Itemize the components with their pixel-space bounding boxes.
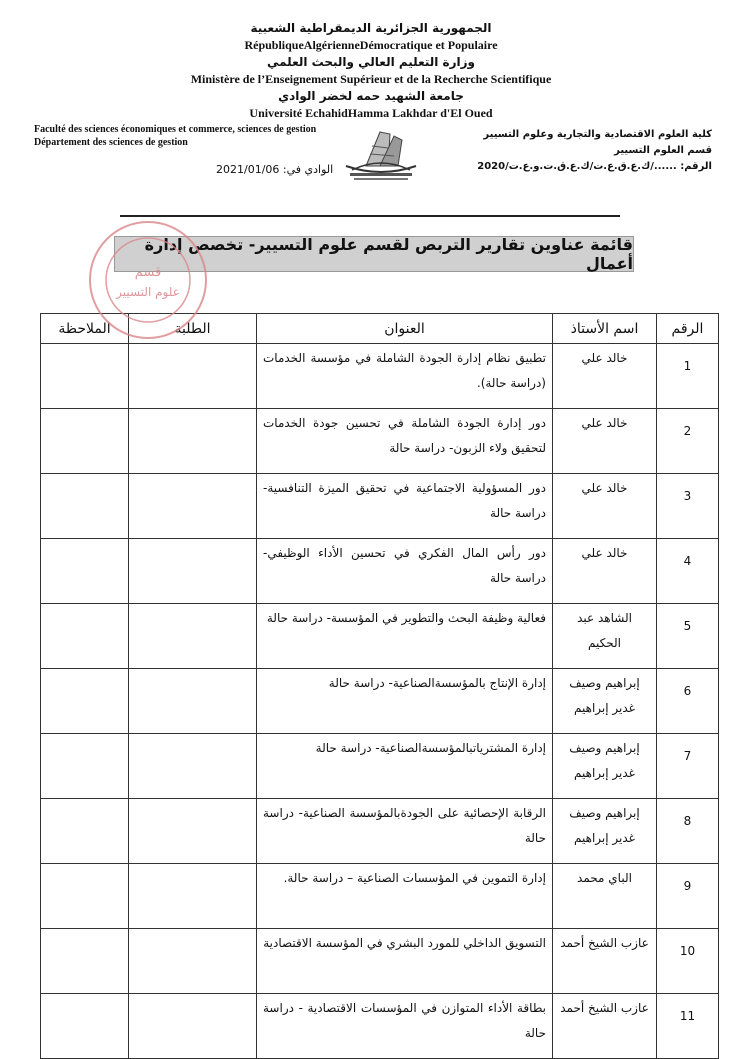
row-number: 5: [657, 604, 719, 669]
row-number: 10: [657, 929, 719, 994]
row-students: [129, 799, 257, 864]
header-notes: الملاحظة: [41, 314, 129, 344]
row-students: [129, 994, 257, 1059]
header-divider: [120, 215, 620, 217]
faculty-fr: Faculté des sciences économiques et commerce, sciences de gestion: [34, 124, 317, 135]
row-notes: [41, 669, 129, 734]
row-professor: إبراهيم وصيف غدير إبراهيم: [553, 669, 657, 734]
department-fr: Département des sciences de gestion: [34, 137, 188, 148]
row-title: إدارة التموين في المؤسسات الصناعية – دراسة حالة.: [257, 864, 553, 929]
document-date: الوادي في: 2021/01/06: [216, 163, 334, 176]
row-professor: خالد علي: [553, 539, 657, 604]
row-professor: خالد علي: [553, 474, 657, 539]
row-professor: عازب الشيخ أحمد: [553, 929, 657, 994]
row-students: [129, 474, 257, 539]
reports-table: [40, 313, 719, 1059]
row-title: الرقابة الإحصائية على الجودةبالمؤسسة الصناعية- دراسة حالة: [257, 799, 553, 864]
header-professor: اسم الأستاذ: [553, 314, 657, 344]
row-title: دور رأس المال الفكري في تحسين الأداء الوظيفي- دراسة حالة: [257, 539, 553, 604]
header-title: العنوان: [257, 314, 553, 344]
table-row: [41, 864, 719, 929]
row-number: 6: [657, 669, 719, 734]
reference-number: الرقم: ....../ك.ع.ق.ع.ت/ك.ع.ق.ت.و.ع.ت/2020: [477, 161, 712, 172]
row-students: [129, 344, 257, 409]
row-title: تطبيق نظام إدارة الجودة الشاملة في مؤسسة الخدمات (دراسة حالة).: [257, 344, 553, 409]
table-row: [41, 409, 719, 474]
table-row: [41, 669, 719, 734]
letterhead: [0, 20, 742, 122]
row-professor: إبراهيم وصيف غدير إبراهيم: [553, 734, 657, 799]
table-row: [41, 539, 719, 604]
faculty-ar: كلية العلوم الاقتصادية والتجارية وعلوم التسيير: [483, 129, 712, 140]
university-logo-icon: [336, 126, 426, 182]
republic-ar: الجمهورية الجزائرية الديمقراطية الشعبية: [250, 21, 492, 35]
row-title: إدارة المشترياتبالمؤسسةالصناعية- دراسة حالة: [257, 734, 553, 799]
republic-fr: RépubliqueAlgérienneDémocratique et Populaire: [244, 38, 498, 52]
faculty-block-ar: [477, 127, 712, 175]
row-professor: الباي محمد: [553, 864, 657, 929]
table-row: [41, 799, 719, 864]
table-row: [41, 604, 719, 669]
title-banner: [114, 236, 634, 272]
row-notes: [41, 409, 129, 474]
stamp-line-2: علوم التسيير: [116, 285, 180, 299]
row-students: [129, 539, 257, 604]
row-number: 1: [657, 344, 719, 409]
row-title: بطاقة الأداء المتوازن في المؤسسات الاقتصادية - دراسة حالة: [257, 994, 553, 1059]
row-students: [129, 604, 257, 669]
university-fr: Université EchahidHamma Lakhdar d'El Oued: [249, 106, 493, 120]
table-header-row: [41, 314, 719, 344]
table-row: [41, 929, 719, 994]
row-number: 3: [657, 474, 719, 539]
row-students: [129, 864, 257, 929]
header-students: الطلبة: [129, 314, 257, 344]
department-ar: قسم العلوم التسيير: [614, 145, 712, 156]
row-students: [129, 734, 257, 799]
header-number: الرقم: [657, 314, 719, 344]
row-professor: خالد علي: [553, 344, 657, 409]
ministry-fr: Ministère de l’Enseignement Supérieur et de la Recherche Scientifique: [190, 72, 552, 86]
row-students: [129, 929, 257, 994]
row-notes: [41, 994, 129, 1059]
table-row: [41, 474, 719, 539]
row-notes: [41, 344, 129, 409]
row-notes: [41, 864, 129, 929]
row-title: دور المسؤولية الاجتماعية في تحقيق الميزة التنافسية- دراسة حالة: [257, 474, 553, 539]
row-notes: [41, 799, 129, 864]
row-number: 4: [657, 539, 719, 604]
row-professor: عازب الشيخ أحمد: [553, 994, 657, 1059]
table-row: [41, 994, 719, 1059]
row-students: [129, 409, 257, 474]
row-title: فعالية وظيفة البحث والتطوير في المؤسسة- دراسة حالة: [257, 604, 553, 669]
row-number: 8: [657, 799, 719, 864]
row-notes: [41, 929, 129, 994]
row-professor: الشاهد عبد الحكيم: [553, 604, 657, 669]
row-title: دور إدارة الجودة الشاملة في تحسين جودة الخدمات لتحقيق ولاء الزبون- دراسة حالة: [257, 409, 553, 474]
faculty-block-fr: [34, 123, 316, 149]
table-row: [41, 734, 719, 799]
row-professor: خالد علي: [553, 409, 657, 474]
university-ar: جامعة الشهيد حمه لخضر الوادي: [278, 89, 464, 103]
row-number: 7: [657, 734, 719, 799]
row-notes: [41, 734, 129, 799]
ministry-ar: وزارة التعليم العالي والبحث العلمي: [266, 55, 476, 69]
row-number: 9: [657, 864, 719, 929]
document-title: قائمة عناوين تقارير التربص لقسم علوم التسيير- تخصص إدارة أعمال: [144, 235, 633, 273]
table-row: [41, 344, 719, 409]
row-notes: [41, 604, 129, 669]
row-students: [129, 669, 257, 734]
row-title: التسويق الداخلي للمورد البشري في المؤسسة الاقتصادية: [257, 929, 553, 994]
row-notes: [41, 474, 129, 539]
row-notes: [41, 539, 129, 604]
stamp-line-1: قسم: [134, 265, 162, 280]
row-number: 2: [657, 409, 719, 474]
row-title: إدارة الإنتاج بالمؤسسةالصناعية- دراسة حالة: [257, 669, 553, 734]
row-number: 11: [657, 994, 719, 1059]
row-professor: إبراهيم وصيف غدير إبراهيم: [553, 799, 657, 864]
